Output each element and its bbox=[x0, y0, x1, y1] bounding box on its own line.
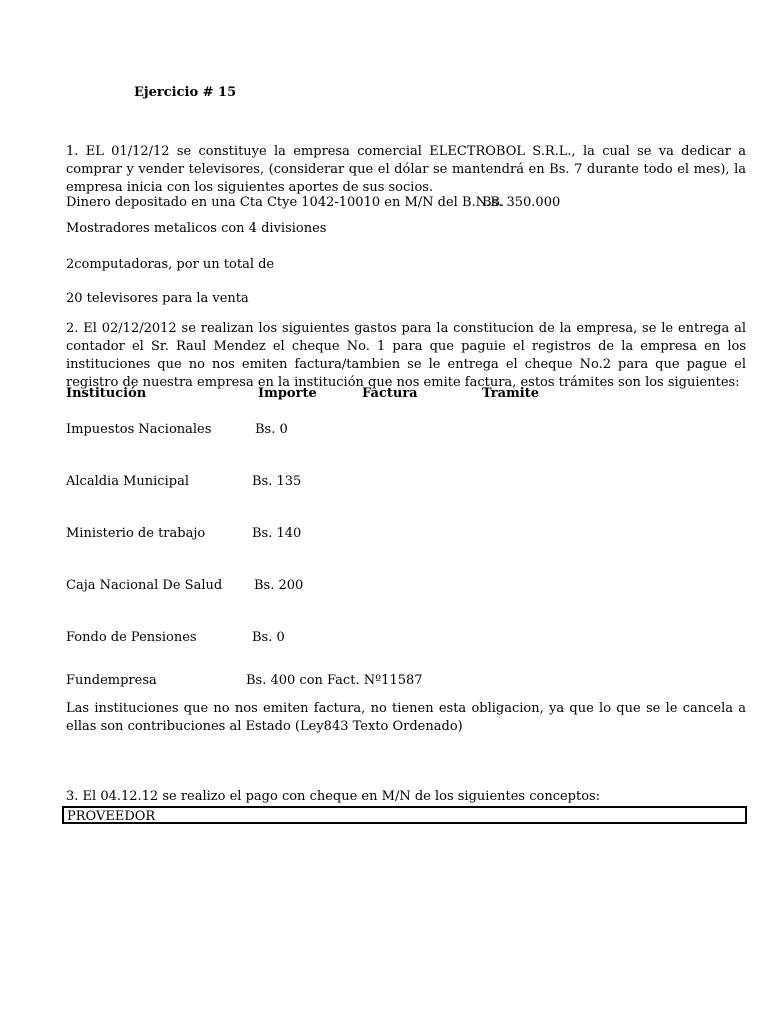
row-6-importe: Bs. 400 con Fact. Nº11587 bbox=[246, 673, 423, 688]
exercise-title: Ejercicio # 15 bbox=[134, 85, 237, 100]
aporte-4-label: 20 televisores para la venta bbox=[66, 291, 249, 306]
proveedor-label: PROVEEDOR bbox=[67, 809, 156, 824]
paragraph-1: 1. EL 01/12/12 se constituye la empresa comercial ELECTROBOL S.R.L., la cual se va dedicar a comprar y vender televisores, (considerar que el dólar se mantendrá en Bs. 7 durante todo el mes), la empresa inicia con los siguientes aportes de sus socios. bbox=[66, 144, 746, 195]
row-1-institucion: Impuestos Nacionales bbox=[66, 422, 212, 437]
row-3-institucion: Ministerio de trabajo bbox=[66, 526, 206, 541]
row-6-institucion: Fundempresa bbox=[66, 673, 157, 688]
header-importe: Importe bbox=[258, 386, 317, 401]
header-factura: Factura bbox=[362, 386, 418, 401]
row-3-importe: Bs. 140 bbox=[252, 526, 302, 541]
row-2-institucion: Alcaldia Municipal bbox=[66, 474, 189, 489]
aporte-1-label: Dinero depositado en una Cta Ctye 1042-10010 en M/N del B.N.B. bbox=[66, 195, 505, 210]
header-tramite: Tramite bbox=[482, 386, 539, 401]
row-5-importe: Bs. 0 bbox=[252, 630, 285, 645]
row-4-institucion: Caja Nacional De Salud bbox=[66, 578, 223, 593]
paragraph-2: 2. El 02/12/2012 se realizan los siguientes gastos para la constitucion de la empresa, se le entrega al contador el Sr. Raul Mendez el cheque No. 1 para que paguie el registros de la empresa en los instituciones que no nos emiten factura/tambien se le entrega el cheque No.2 para que pague el registro de nuestra empresa en la institución que nos emite factura, estos trámites son los siguientes: bbox=[66, 321, 746, 390]
paragraph-3: 3. El 04.12.12 se realizo el pago con cheque en M/N de los siguientes conceptos: bbox=[66, 789, 601, 804]
header-institucion: Institución bbox=[66, 386, 147, 401]
proveedor-table-header bbox=[62, 806, 747, 824]
row-4-importe: Bs. 200 bbox=[254, 578, 304, 593]
aporte-1-value: Bs. 350.000 bbox=[482, 195, 561, 210]
row-1-importe: Bs. 0 bbox=[255, 422, 288, 437]
aporte-2-label: Mostradores metalicos con 4 divisiones bbox=[66, 221, 327, 236]
row-5-institucion: Fondo de Pensiones bbox=[66, 630, 197, 645]
row-2-importe: Bs. 135 bbox=[252, 474, 302, 489]
aporte-3-label: 2computadoras, por un total de bbox=[66, 257, 275, 272]
note-paragraph: Las instituciones que no nos emiten factura, no tienen esta obligacion, ya que lo que se le cancela a ellas son contribuciones al Estado (Ley843 Texto Ordenado) bbox=[66, 701, 746, 734]
